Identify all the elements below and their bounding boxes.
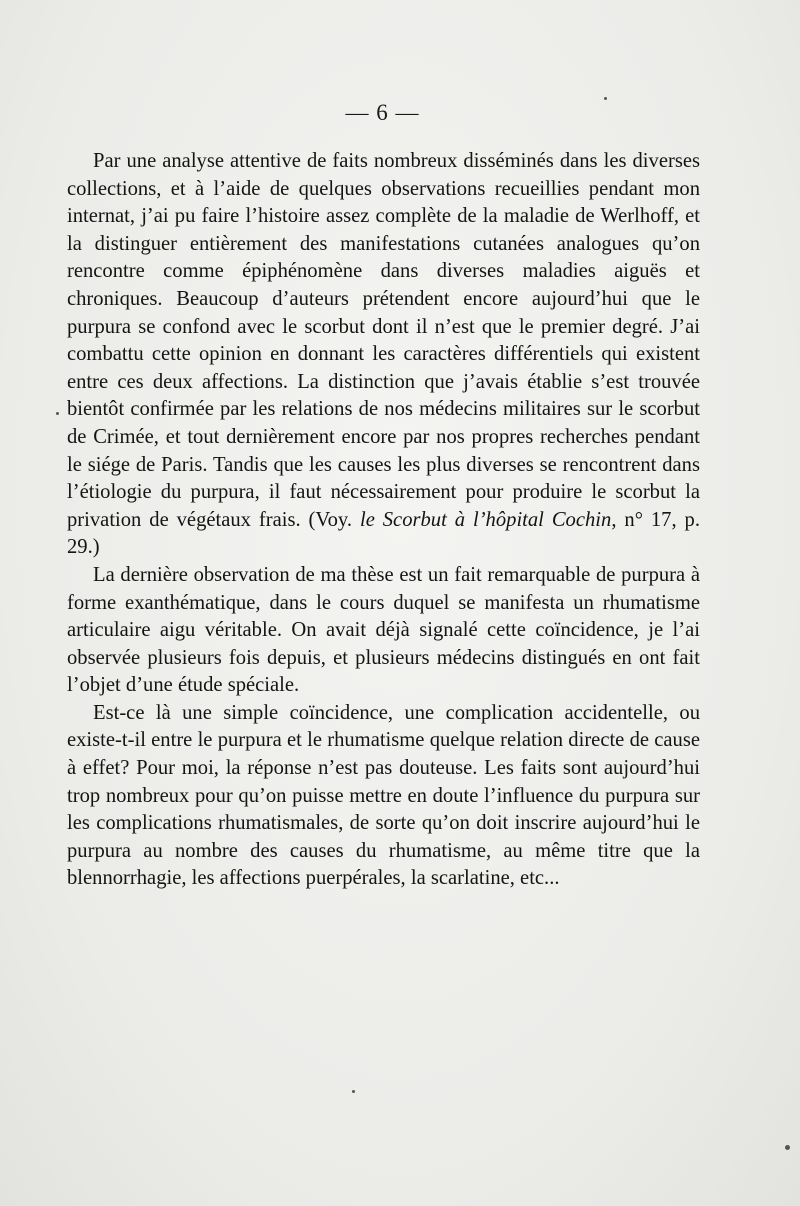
paragraph-1 <box>67 148 700 562</box>
paragraph-3-text: Est-ce là une simple coïncidence, une complication accidentelle, ou existe-t-il entre le purpura et le rhumatisme quelque relation directe de cause à effet? Pour moi, la réponse n’est pas douteuse. Les faits sont aujourd’hui trop nombreux pour qu’on puisse mettre en doute l’influence du purpura sur les complications rhumatismales, de sorte qu’on doit inscrire aujourd’hui le purpura au nombre des causes du rhumatisme, au même titre que la blennorrhagie, les affections puerpérales, la scarlatine, etc... <box>67 701 700 890</box>
page-number: — 6 — <box>345 100 420 125</box>
paragraph-2-text: La dernière observation de ma thèse est un fait remarquable de purpura à forme exanthématique, dans le cours duquel se manifesta un rhumatisme articulaire aigu véritable. On avait déjà signalé cette coïncidence, je l’ai observée plusieurs fois depuis, et plusieurs médecins distingués en ont fait l’objet d’une étude spéciale. <box>67 563 700 697</box>
paper-speck <box>352 1090 355 1093</box>
citation-title: le Scorbut à l’hôpital Cochin <box>359 508 612 531</box>
paper-speck <box>604 97 607 100</box>
body-text <box>67 148 700 893</box>
citation-reference: , n° 17, p. 29.) <box>67 508 700 559</box>
paragraph-3 <box>67 700 700 893</box>
paragraph-1-text: Par une analyse attentive de faits nombreux disséminés dans les diverses collections, et à l’aide de quelques observations recueillies pendant mon internat, j’ai pu faire l’histoire assez complète de la maladie de Werlhoff, et la distinguer entièrement des manifestations cutanées analogues qu’on rencontre comme épiphénomène dans diverses maladies aiguës et chroniques. Beaucoup d’auteurs prétendent encore aujourd’hui que le purpura se confond avec le scorbut dont il n’est que le premier degré. J’ai combattu cette opinion en donnant les caractères différentiels qui existent entre ces deux affections. La distinction que j’avais établie s’est trouvée bientôt confirmée par les relations de nos médecins militaires sur le scorbut de Crimée, et tout dernièrement encore par nos propres recherches pendant le siége de Paris. Tandis que les causes les plus diverses se rencontrent dans l’étiologie du purpura, il faut nécessairement pour produire le scorbut la privation de végétaux frais. (Voy. <box>67 150 700 531</box>
paper-speck <box>56 412 59 415</box>
paper-speck <box>785 1145 790 1150</box>
paragraph-2 <box>67 562 700 700</box>
